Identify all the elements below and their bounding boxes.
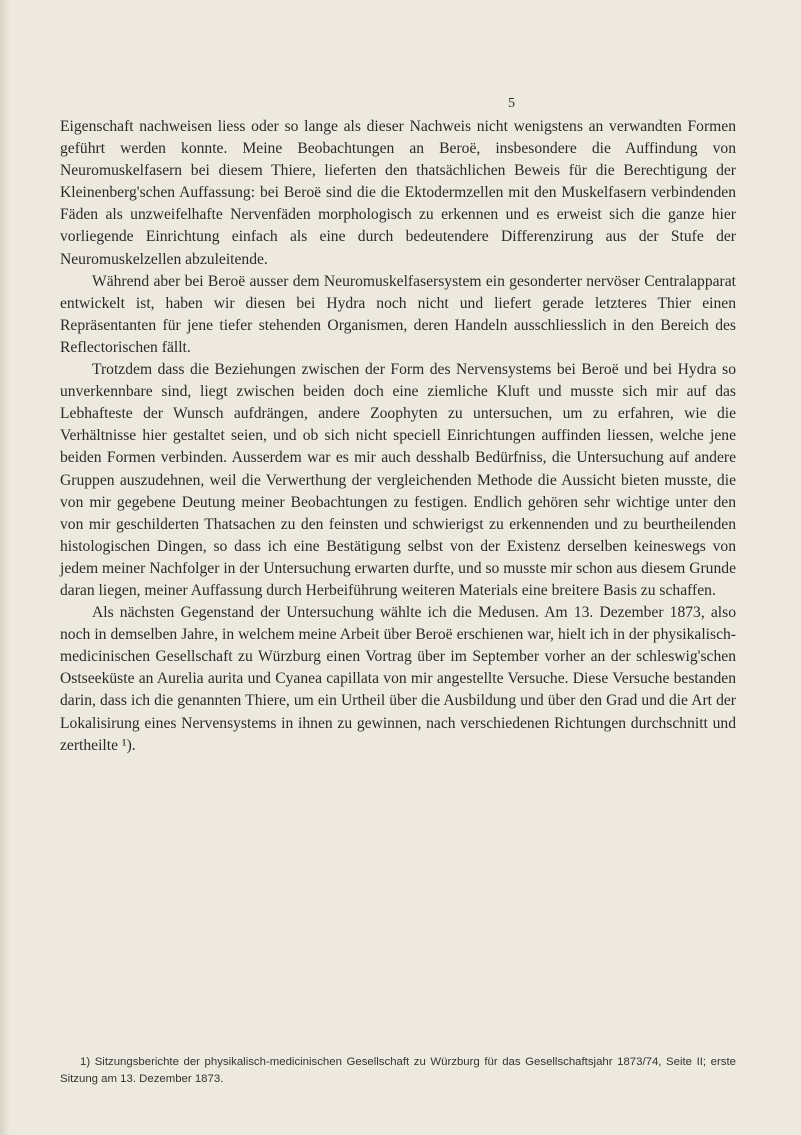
document-page: 5 Eigenschaft nachweisen liess oder so lange als dieser Nachweis nicht wenigstens an verwandten Formen geführt werden konnte. Meine Beobachtungen an Beroë, insbesondere die Auffindung von Neuromuskelfasern bei diesem Thiere, lieferten den thatsächlichen Beweis für die Berechtigung der Kleinenberg'schen Auffassung: bei Beroë sind die die Ektodermzellen mit den Muskelfasern verbindenden Fäden als unzweifelhafte Nervenfäden morphologisch zu erkennen und es erweist sich die ganze hier vorliegende Einrichtung einfach als eine durch bedeutendere Differenzirung aus der Stufe der Neuromuskelzellen abzuleitende. Während aber bei Beroë ausser dem Neuromuskelfasersystem ein gesonderter nervöser Centralapparat entwickelt ist, haben wir diesen bei Hydra noch nicht und liefert gerade letzteres Thier einen Repräsentanten für jene tiefer stehenden Organismen, deren Handeln ausschliesslich in den Bereich des Reflectorischen fällt. Trotzdem dass die Beziehungen zwischen der Form des Nervensystems bei Beroë und bei Hydra so unverkennbare sind, liegt zwischen beiden doch eine ziemliche Kluft und musste sich mir auf das Lebhafteste der Wunsch aufdrängen, andere Zoophyten zu untersuchen, um zu erfahren, wie die Verhältnisse hier gestaltet seien, und ob sich nicht speciell Einrichtungen auffinden liessen, welche jene beiden Formen verbinden. Ausserdem war es mir auch desshalb Bedürfniss, die Untersuchung auf andere Gruppen auszudehnen, weil die Verwerthung der vergleichenden Methode die Aussicht bieten musste, die von mir gegebene Deutung meiner Beobachtungen zu festigen. Endlich gehören sehr wichtige unter den von mir geschilderten Thatsachen zu den feinsten und schwierigst zu erkennenden und zu beurtheilenden histologischen Dingen, so dass ich eine Bestätigung selbst von der Existenz derselben keineswegs von jedem meiner Nachfolger in der Untersuchung erwarten durfte, und so musste mir schon aus diesem Grunde daran liegen, meiner Auffassung durch Herbeiführung weiteren Materials eine breitere Basis zu schaffen. Als nächsten Gegenstand der Untersuchung wählte ich die Medusen. Am 13. Dezember 1873, also noch in demselben Jahre, in welchem meine Arbeit über Beroë erschienen war, hielt ich in der physikalisch-medicinischen Gesellschaft zu Würzburg einen Vortrag über im September vorher an der schleswig'schen Ostseeküste an Aurelia aurita und Cyanea capillata von mir angestellte Versuche. Diese Versuche bestanden darin, dass ich die genannten Thiere, um ein Urtheil über die Ausbildung und über den Grad und die Art der Lokalisirung eines Nervensystems in ihnen zu gewinnen, nach verschiedenen Richtungen durchschnitt und zertheilte ¹). 1) Sitzungsberichte der physikalisch-medicinischen Gesellschaft zu Würzburg für das Gesellschaftsjahr 1873/74, Seite II; erste Sitzung am 13. Dezember 1873. (0, 0, 801, 1135)
paragraph-4: Als nächsten Gegenstand der Untersuchung wählte ich die Medusen. Am 13. Dezember 1873, also noch in demselben Jahre, in welchem meine Arbeit über Beroë erschienen war, hielt ich in der physikalisch-medicinischen Gesellschaft zu Würzburg einen Vortrag über im September vorher an der schleswig'schen Ostseeküste an Aurelia aurita und Cyanea capillata von mir angestellte Versuche. Diese Versuche bestanden darin, dass ich die genannten Thiere, um ein Urtheil über die Ausbildung und über den Grad und die Art der Lokalisirung eines Nervensystems in ihnen zu gewinnen, nach verschiedenen Richtungen durchschnitt und zertheilte ¹). (60, 604, 736, 754)
page-edge-shadow (0, 0, 10, 1135)
footnote-section (60, 1054, 736, 1088)
paragraph-1: Eigenschaft nachweisen liess oder so lange als dieser Nachweis nicht wenigstens an verwandten Formen geführt werden konnte. Meine Beobachtungen an Beroë, insbesondere die Auffindung von Neuromuskelfasern bei diesem Thiere, lieferten den thatsächlichen Beweis für die Berechtigung der Kleinenberg'schen Auffassung: bei Beroë sind die die Ektodermzellen mit den Muskelfasern verbindenden Fäden als unzweifelhafte Nervenfäden morphologisch zu erkennen und es erweist sich die ganze hier vorliegende Einrichtung einfach als eine durch bedeutendere Differenzirung aus der Stufe der Neuromuskelzellen abzuleitende. (60, 118, 736, 268)
footnote: 1) Sitzungsberichte der physikalisch-medicinischen Gesellschaft zu Würzburg für das Gesellschaftsjahr 1873/74, Seite II; erste Sitzung am 13. Dezember 1873. (60, 1056, 736, 1085)
body-text (60, 116, 736, 757)
paragraph-2: Während aber bei Beroë ausser dem Neuromuskelfasersystem ein gesonderter nervöser Centralapparat entwickelt ist, haben wir diesen bei Hydra noch nicht und liefert gerade letzteres Thier einen Repräsentanten für jene tiefer stehenden Organismen, deren Handeln ausschliesslich in den Bereich des Reflectorischen fällt. (60, 272, 736, 356)
paragraph-3: Trotzdem dass die Beziehungen zwischen der Form des Nervensystems bei Beroë und bei Hydra so unverkennbare sind, liegt zwischen beiden doch eine ziemliche Kluft und musste sich mir auf das Lebhafteste der Wunsch aufdrängen, andere Zoophyten zu untersuchen, um zu erfahren, wie die Verhältnisse hier gestaltet seien, und ob sich nicht speciell Einrichtungen auffinden liessen, welche jene beiden Formen verbinden. Ausserdem war es mir auch desshalb Bedürfniss, die Untersuchung auf andere Gruppen auszudehnen, weil die Verwerthung der vergleichenden Methode die Aussicht bieten musste, die von mir gegebene Deutung meiner Beobachtungen zu festigen. Endlich gehören sehr wichtige unter den von mir geschilderten Thatsachen zu den feinsten und schwierigst zu erkennenden und zu beurtheilenden histologischen Dingen, so dass ich eine Bestätigung selbst von der Existenz derselben keineswegs von jedem meiner Nachfolger in der Untersuchung erwarten durfte, und so musste mir schon aus diesem Grunde daran liegen, meiner Auffassung durch Herbeiführung weiteren Materials eine breitere Basis zu schaffen. (60, 361, 736, 599)
